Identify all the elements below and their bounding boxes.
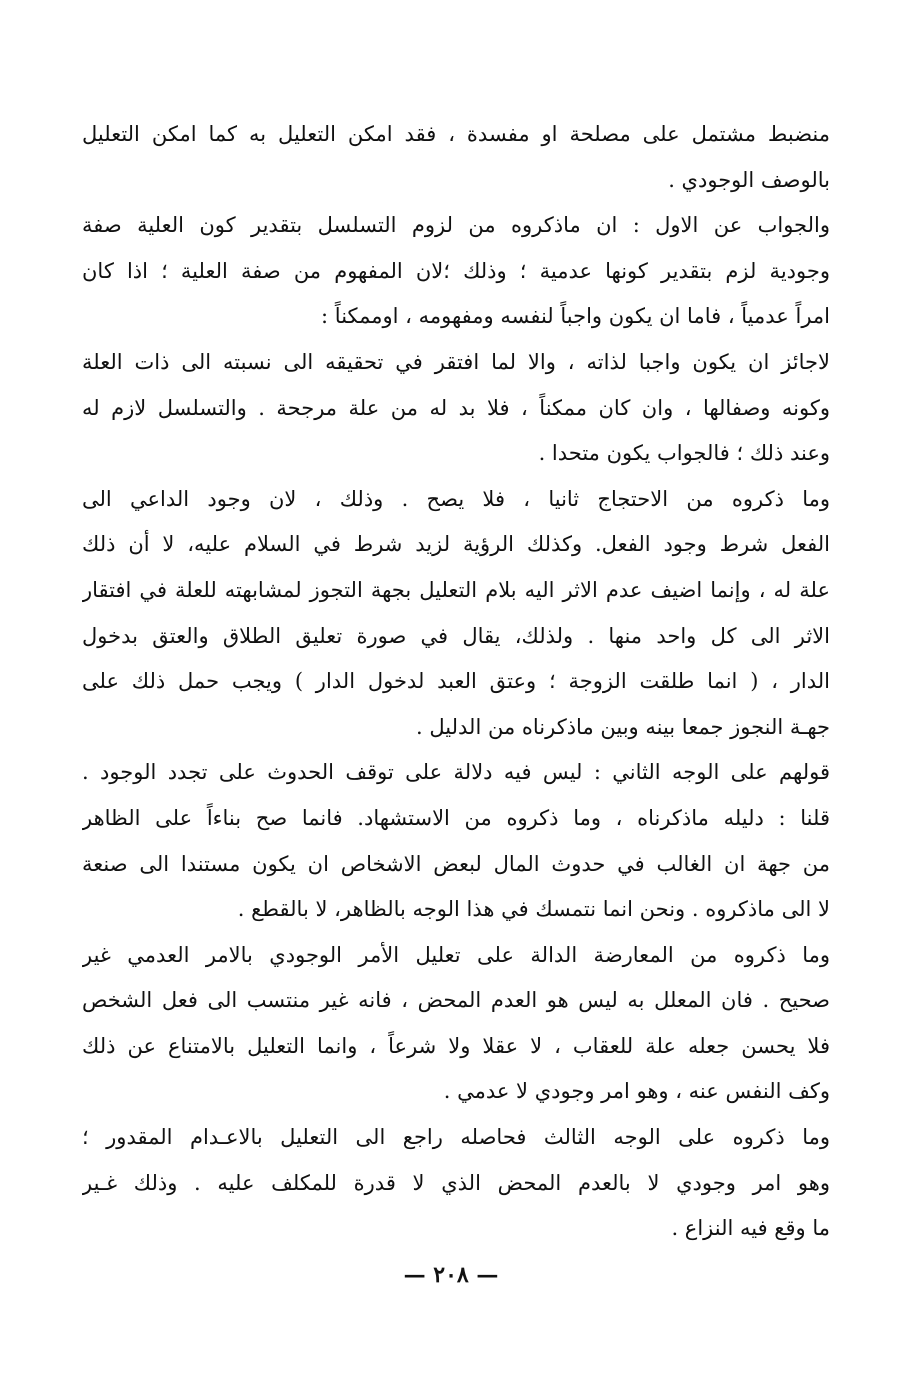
text-line: الاثر الى كل واحد منها . ولذلك، يقال في صورة تعليق الطلاق والعتق بدخول (82, 623, 830, 648)
page-number: — ٢٠٨ — (403, 1262, 499, 1288)
text-line: الدار ، ( انما طلقت الزوجة ؛ وعتق العبد لدخول الدار ) ويجب حمل ذلك على (82, 669, 830, 694)
text-line: صحيح . فان المعلل به ليس هو العدم المحض ، فانه غير منتسب الى فعل الشخص (82, 988, 830, 1013)
text-line: وما ذكروه من المعارضة الدالة على تعليل الأمر الوجودي بالامر العدمي غير (82, 942, 830, 967)
text-line: امراً عدمياً ، فاما ان يكون واجباً لنفسه ومفهومه ، اوممكناً : (321, 304, 830, 329)
text-line: جهـة النجوز جمعا بينه وبين ماذكرناه من الدليل . (416, 714, 830, 739)
text-line: قولهم على الوجه الثاني : ليس فيه دلالة على توقف الحدوث على تجدد الوجود . (82, 760, 830, 785)
body-text (82, 112, 830, 1252)
text-line: وما ذكروه من الاحتجاج ثانيا ، فلا يصح . وذلك ، لان وجود الداعي الى (82, 486, 830, 511)
text-line: من جهة ان الغالب في حدوث المال لبعض الاشخاص ان يكون مستندا الى صنعة (82, 851, 830, 876)
text-line: ما وقع فيه النزاع . (671, 1216, 830, 1241)
text-line: لا الى ماذكروه . ونحن انما نتمسك في هذا الوجه بالظاهر، لا بالقطع . (237, 897, 830, 922)
text-line: علة له ، وإنما اضيف عدم الاثر اليه بلام التعليل بجهة التجوز لمشابهته للعلة في افتقار (82, 577, 830, 602)
text-line: وجودية لزم بتقدير كونها عدمية ؛ وذلك ؛لان المفهوم من صفة العلية ؛ اذا كان (82, 258, 830, 283)
text-line: وكونه وصفالها ، وان كان ممكناً ، فلا بد له من علة مرجحة . والتسلسل لازم له (82, 395, 830, 420)
text-line: وما ذكروه على الوجه الثالث فحاصله راجع الى التعليل بالاعـدام المقدور ؛ (82, 1125, 830, 1150)
text-line: والجواب عن الاول : ان ماذكروه من لزوم التسلسل بتقدير كون العلية صفة (82, 213, 830, 238)
text-line: منضبط مشتمل على مصلحة او مفسدة ، فقد امكن التعليل به كما امكن التعليل (82, 122, 830, 146)
text-line: وعند ذلك ؛ فالجواب يكون متحدا . (538, 441, 830, 466)
text-line: وهو امر وجودي لا بالعدم المحض الذي لا قدرة للمكلف عليه . وذلك غـير (82, 1170, 830, 1195)
text-line: بالوصف الوجودي . (668, 167, 830, 192)
text-line: فلا يحسن جعله علة للعقاب ، لا عقلا ولا شرعاً ، وانما التعليل بالامتناع عن ذلك (82, 1033, 830, 1058)
text-line: الفعل شرط وجود الفعل. وكذلك الرؤية لزيد شرط في السلام عليه، لا أن ذلك (82, 532, 830, 557)
text-line: لاجائز ان يكون واجبا لذاته ، والا لما افتقر في تحقيقه الى نسبته الى ذات العلة (82, 349, 830, 374)
text-line: وكف النفس عنه ، وهو امر وجودي لا عدمي . (443, 1079, 830, 1104)
text-line: قلنا : دليله ماذكرناه ، وما ذكروه من الاستشهاد. فانما صح بناءاً على الظاهر (82, 805, 830, 830)
